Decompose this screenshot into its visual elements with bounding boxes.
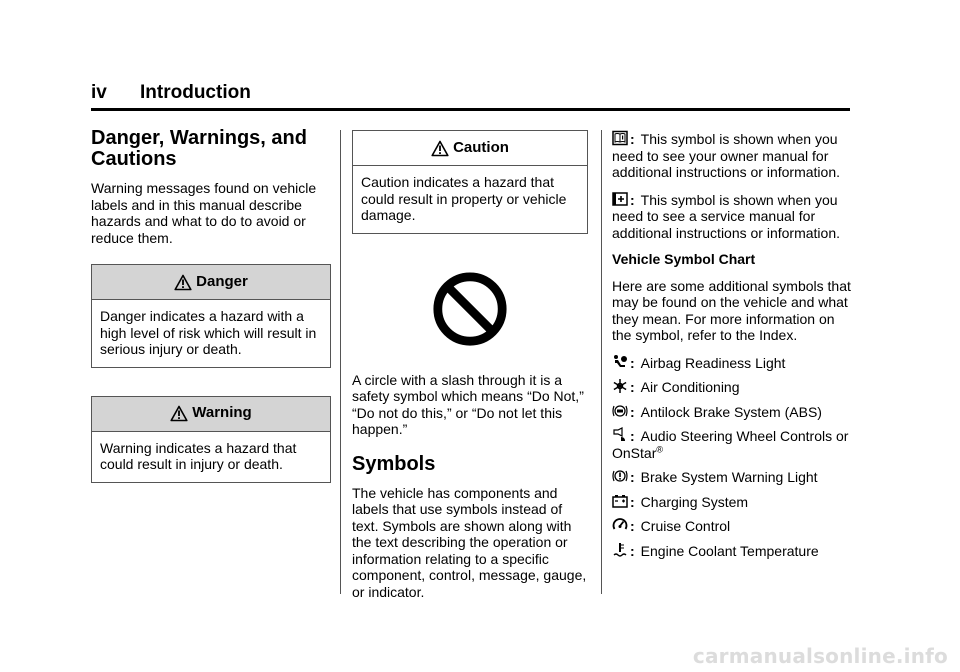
service-manual-entry	[612, 191, 856, 242]
symbol-row	[612, 354, 856, 372]
section-heading-danger-warnings: Danger, Warnings, and Cautions	[91, 127, 307, 170]
symbol-row	[612, 542, 856, 560]
intro-paragraph: Warning messages found on vehicle labels and in this manual describe hazards and what to do to avoid or reduce them.	[91, 180, 317, 246]
danger-text: Danger indicates a hazard with a high level of risk which will result in serious injury or death.	[100, 308, 317, 357]
symbol-row	[612, 403, 856, 421]
warning-box-header	[92, 397, 330, 432]
symbol-row	[612, 468, 856, 486]
symbol-row	[612, 378, 856, 396]
page-header	[91, 80, 850, 111]
symbol-label: Cruise Control	[640, 518, 731, 534]
airbag-icon	[612, 354, 628, 370]
danger-box	[91, 264, 331, 368]
symbol-label: Air Conditioning	[640, 379, 740, 395]
service-manual-text: This symbol is shown when you need to see a service manual for additional instructions or information.	[612, 191, 841, 241]
service-manual-icon	[612, 191, 628, 207]
air-conditioning-icon	[612, 378, 628, 394]
symbol-label: Brake System Warning Light	[640, 469, 818, 485]
symbol-colon: :	[630, 428, 635, 444]
abs-icon	[612, 403, 628, 419]
symbol-label: Audio Steering Wheel Controls or OnStar	[612, 428, 849, 461]
symbol-row	[612, 517, 856, 535]
audio-steering-controls-icon	[612, 427, 628, 443]
caution-label: Caution	[453, 138, 509, 156]
caution-text: Caution indicates a hazard that could result in property or vehicle damage.	[361, 174, 567, 223]
symbol-label: Antilock Brake System (ABS)	[640, 403, 822, 420]
symbol-label: Airbag Readiness Light	[640, 354, 786, 371]
symbol-label: Charging System	[640, 493, 749, 510]
symbol-label: Engine Coolant Temperature	[640, 542, 819, 559]
danger-label: Danger	[196, 272, 248, 290]
column-3	[612, 130, 856, 566]
column-1	[91, 128, 331, 509]
brake-warning-icon	[612, 468, 628, 484]
cruise-control-icon	[612, 517, 628, 533]
registered-mark: ®	[656, 443, 663, 454]
symbol-row	[612, 493, 856, 511]
coolant-temperature-icon	[612, 542, 628, 558]
page-number: iv	[91, 82, 107, 103]
symbol-colon: :	[630, 518, 635, 534]
caution-box-header	[353, 131, 587, 166]
do-not-symbol-text: A circle with a slash through it is a safety symbol which means “Do Not,” “Do not do this,” or “Do not let this happen.”	[352, 371, 584, 437]
caution-box	[352, 130, 588, 234]
page-title: Introduction	[140, 82, 251, 103]
owner-manual-entry	[612, 130, 856, 181]
symbol-colon: :	[630, 403, 635, 420]
vehicle-symbol-chart-intro: Here are some additional symbols that may be found on the vehicle and what they mean. For more information on the symbol, refer to the Index.	[612, 277, 851, 343]
symbol-colon: :	[630, 493, 635, 510]
column-divider-1	[340, 130, 341, 594]
symbol-colon: :	[630, 542, 635, 559]
warning-triangle-icon	[174, 274, 192, 291]
battery-icon	[612, 493, 628, 509]
warning-text: Warning indicates a hazard that could result in injury or death.	[100, 439, 297, 472]
column-2	[352, 130, 588, 610]
section-heading-symbols: Symbols	[352, 452, 436, 475]
watermark: carmanualsonline.info	[692, 644, 948, 668]
do-not-symbol-icon	[431, 270, 509, 348]
warning-triangle-icon	[431, 140, 449, 157]
owner-manual-text: This symbol is shown when you need to see your owner manual for additional instructions or information.	[612, 131, 841, 180]
vehicle-symbol-chart-heading: Vehicle Symbol Chart	[612, 251, 756, 267]
service-manual-colon: :	[630, 191, 635, 208]
column-divider-2	[601, 130, 602, 594]
owner-manual-colon: :	[630, 131, 635, 147]
symbols-paragraph: The vehicle has components and labels that use symbols instead of text. Symbols are shown along with the text describing the operation or information relating to a specific component, control, message, gauge, or indicator.	[352, 484, 587, 600]
symbol-colon: :	[630, 379, 635, 395]
danger-box-header	[92, 265, 330, 300]
warning-box	[91, 396, 331, 483]
symbol-colon: :	[630, 469, 635, 485]
warning-triangle-icon	[170, 405, 188, 422]
symbol-colon: :	[630, 354, 635, 371]
warning-label: Warning	[192, 404, 252, 422]
symbol-row	[612, 427, 856, 461]
owner-manual-icon	[612, 130, 628, 146]
